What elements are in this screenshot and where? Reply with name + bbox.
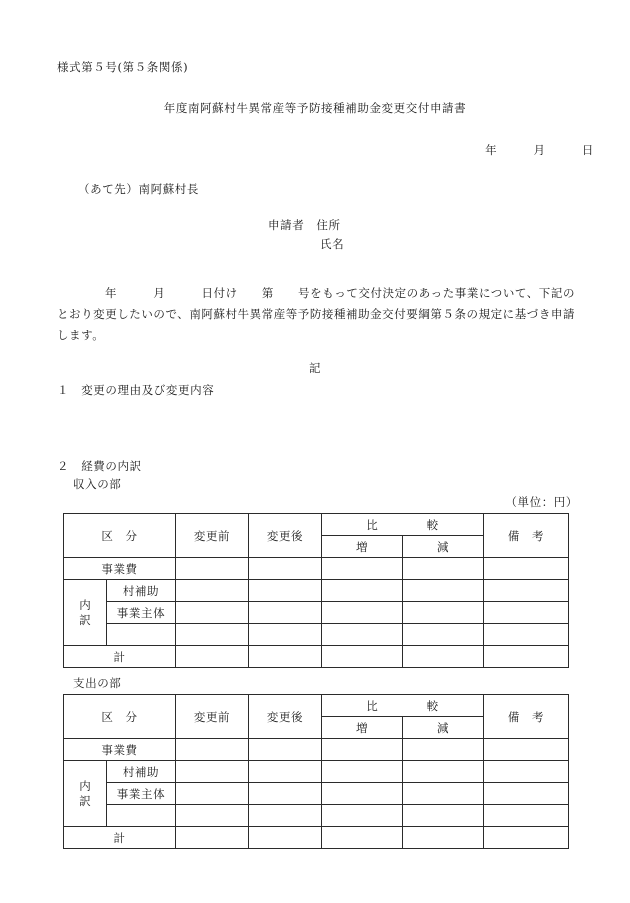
body-paragraph: 年 月 日付け 第 号をもって交付決定のあった事業について、下記のとおり変更したいので、南阿蘇村牛異常産等予防接種補助金交付要綱第５条の規定に基づき申請します。 [57, 286, 575, 342]
cell-income-blank-before[interactable] [176, 624, 249, 646]
table-row [64, 739, 569, 761]
applicant-name-label: 氏名 [320, 237, 345, 251]
cell-expense-blank-after[interactable] [249, 805, 322, 827]
cell-expense-business-entity-decrease[interactable] [403, 783, 484, 805]
header-comparison: 比 較 [322, 695, 484, 717]
header-before: 変更前 [176, 695, 249, 739]
cell-expense-business-entity-remarks[interactable] [484, 783, 569, 805]
expense-budget-table [63, 694, 569, 849]
cell-income-village-subsidy-after[interactable] [249, 580, 322, 602]
cell-income-blank-decrease[interactable] [403, 624, 484, 646]
table-row [64, 602, 569, 624]
cell-income-business-expense-increase[interactable] [322, 558, 403, 580]
row-label-blank[interactable] [107, 805, 176, 827]
form-number: 様式第５号(第５条関係) [57, 60, 189, 74]
cell-income-village-subsidy-before[interactable] [176, 580, 249, 602]
breakdown-char-1: 内 [79, 597, 91, 612]
cell-expense-village-subsidy-decrease[interactable] [403, 761, 484, 783]
cell-income-total-decrease[interactable] [403, 646, 484, 668]
expense-subheading: 支出の部 [73, 676, 122, 690]
cell-expense-business-entity-increase[interactable] [322, 783, 403, 805]
table-header-row [64, 695, 569, 717]
row-label-business-entity: 事業主体 [107, 783, 176, 805]
header-decrease: 減 [403, 536, 484, 558]
cell-expense-village-subsidy-before[interactable] [176, 761, 249, 783]
row-label-blank[interactable] [107, 624, 176, 646]
cell-expense-village-subsidy-increase[interactable] [322, 761, 403, 783]
cell-income-village-subsidy-increase[interactable] [322, 580, 403, 602]
header-increase: 増 [322, 536, 403, 558]
header-decrease: 減 [403, 717, 484, 739]
cell-income-business-entity-remarks[interactable] [484, 602, 569, 624]
header-remarks: 備 考 [484, 514, 569, 558]
breakdown-char-2: 訳 [79, 612, 91, 627]
ki-marker: 記 [308, 361, 322, 375]
cell-expense-village-subsidy-remarks[interactable] [484, 761, 569, 783]
cell-income-total-before[interactable] [176, 646, 249, 668]
cell-expense-business-entity-after[interactable] [249, 783, 322, 805]
cell-income-total-after[interactable] [249, 646, 322, 668]
header-before: 変更前 [176, 514, 249, 558]
cell-expense-business-expense-remarks[interactable] [484, 739, 569, 761]
row-label-business-entity: 事業主体 [107, 602, 176, 624]
row-label-village-subsidy: 村補助 [107, 580, 176, 602]
cell-expense-business-entity-before[interactable] [176, 783, 249, 805]
row-label-total: 計 [64, 646, 176, 668]
row-label-business-expense: 事業費 [64, 558, 176, 580]
cell-income-business-expense-remarks[interactable] [484, 558, 569, 580]
income-subheading: 収入の部 [73, 477, 122, 491]
date-line: 年 月 日 [485, 143, 594, 157]
cell-expense-total-after[interactable] [249, 827, 322, 849]
section-2-heading: ２ 経費の内訳 [57, 459, 142, 473]
cell-expense-total-decrease[interactable] [403, 827, 484, 849]
row-label-breakdown [64, 580, 107, 646]
cell-income-blank-increase[interactable] [322, 624, 403, 646]
header-kubun: 区 分 [64, 695, 176, 739]
header-remarks: 備 考 [484, 695, 569, 739]
breakdown-char-1: 内 [79, 778, 91, 793]
table-header-row [64, 514, 569, 536]
cell-income-business-entity-decrease[interactable] [403, 602, 484, 624]
cell-expense-village-subsidy-after[interactable] [249, 761, 322, 783]
table-row [64, 761, 569, 783]
cell-expense-total-increase[interactable] [322, 827, 403, 849]
table-row [64, 624, 569, 646]
table-row [64, 827, 569, 849]
document-title: 年度南阿蘇村牛異常産等予防接種補助金変更交付申請書 [163, 101, 467, 115]
row-label-breakdown [64, 761, 107, 827]
table-row [64, 783, 569, 805]
cell-income-total-remarks[interactable] [484, 646, 569, 668]
header-increase: 増 [322, 717, 403, 739]
row-label-total: 計 [64, 827, 176, 849]
header-kubun: 区 分 [64, 514, 176, 558]
cell-expense-blank-increase[interactable] [322, 805, 403, 827]
cell-expense-blank-before[interactable] [176, 805, 249, 827]
cell-expense-total-before[interactable] [176, 827, 249, 849]
cell-income-total-increase[interactable] [322, 646, 403, 668]
cell-expense-total-remarks[interactable] [484, 827, 569, 849]
cell-expense-business-expense-after[interactable] [249, 739, 322, 761]
cell-income-business-expense-decrease[interactable] [403, 558, 484, 580]
table-row [64, 580, 569, 602]
cell-expense-business-expense-before[interactable] [176, 739, 249, 761]
cell-income-blank-remarks[interactable] [484, 624, 569, 646]
cell-income-business-entity-after[interactable] [249, 602, 322, 624]
cell-income-village-subsidy-decrease[interactable] [403, 580, 484, 602]
cell-income-blank-after[interactable] [249, 624, 322, 646]
breakdown-char-2: 訳 [79, 793, 91, 808]
cell-income-village-subsidy-remarks[interactable] [484, 580, 569, 602]
cell-expense-blank-remarks[interactable] [484, 805, 569, 827]
applicant-address-label: 申請者 住所 [268, 218, 341, 232]
header-after: 変更後 [249, 695, 322, 739]
cell-income-business-expense-before[interactable] [176, 558, 249, 580]
table-row [64, 646, 569, 668]
row-label-village-subsidy: 村補助 [107, 761, 176, 783]
addressee-line: （あて先）南阿蘇村長 [78, 182, 199, 196]
header-after: 変更後 [249, 514, 322, 558]
cell-expense-blank-decrease[interactable] [403, 805, 484, 827]
row-label-business-expense: 事業費 [64, 739, 176, 761]
cell-income-business-expense-after[interactable] [249, 558, 322, 580]
income-budget-table [63, 513, 569, 668]
cell-expense-business-expense-decrease[interactable] [403, 739, 484, 761]
table-row [64, 558, 569, 580]
header-comparison: 比 較 [322, 514, 484, 536]
unit-note: （単位：円） [505, 495, 578, 509]
cell-expense-business-expense-increase[interactable] [322, 739, 403, 761]
section-1-heading: １ 変更の理由及び変更内容 [57, 383, 215, 397]
cell-income-business-entity-before[interactable] [176, 602, 249, 624]
cell-income-business-entity-increase[interactable] [322, 602, 403, 624]
table-row [64, 805, 569, 827]
